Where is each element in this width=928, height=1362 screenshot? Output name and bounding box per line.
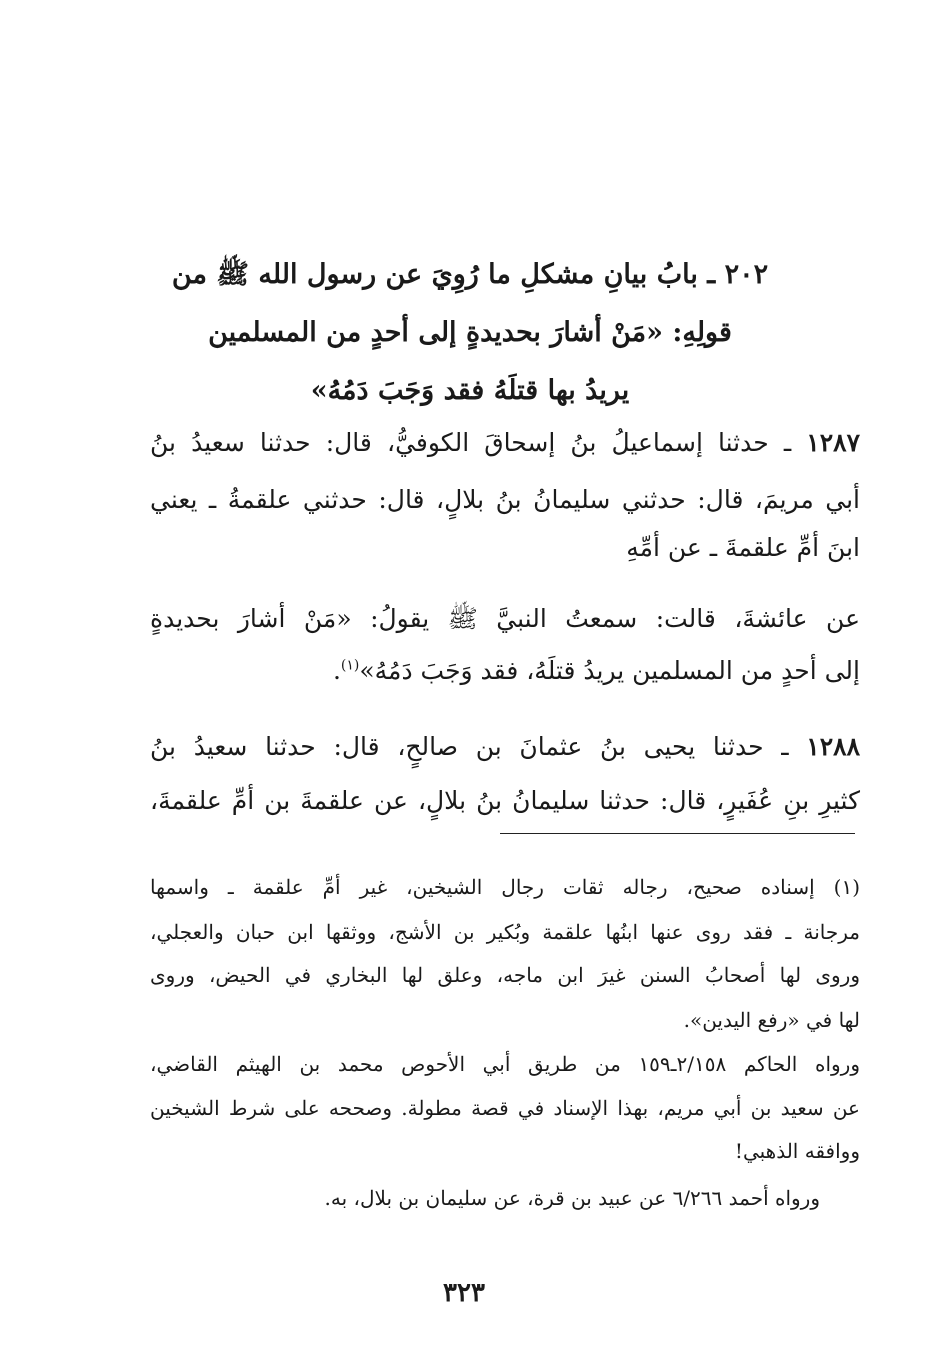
footnote-2-line-3: ووافقه الذهبي! — [734, 1139, 860, 1163]
footnote-2-line-1: ورواه الحاكم ٢/١٥٨ـ١٥٩ من طريق أبي الأحوص محمد بن الهيثم القاضي، — [150, 1052, 860, 1076]
footnote-1-line-1: (١) إسناده صحيح، رجاله ثقات رجال الشيخين، غير أمِّ علقمة ـ واسمها — [150, 875, 860, 899]
footnote-3-line-1: ورواه أحمد ٦/٢٦٦ عن عبيد بن قرة، عن سليمان بن بلال، به. — [324, 1186, 820, 1210]
aisha-line-2-end: . — [332, 656, 341, 685]
hadith-1288-line-2: كثيرِ بنِ عُفَيرٍ، قال: حدثنا سليمانُ بنُ بلالٍ، عن علقمةَ بن أمِّ علقمةَ، — [150, 786, 860, 815]
hadith-1288-line-1-text: ـ حدثنا يحيى بنُ عثمانَ بن صالحٍ، قال: حدثنا سعيدُ بنُ — [150, 732, 807, 761]
hadith-1287-line-1-text: ـ حدثنا إسماعيلُ بنُ إسحاقَ الكوفيُّ، قال: حدثنا سعيدُ بنُ — [150, 428, 807, 457]
footnote-separator — [500, 833, 855, 834]
aisha-line-2-text: إلى أحدٍ من المسلمين يريدُ قتلَهُ، فقد وَجَبَ دَمُهُ» — [359, 656, 860, 685]
footnote-ref: (١) — [340, 657, 360, 674]
chapter-title-line-3: يريدُ بها قتلَهُ فقد وَجَبَ دَمُهُ» — [310, 375, 630, 406]
hadith-1287-line-1 — [150, 428, 860, 457]
chapter-title — [150, 246, 790, 420]
hadith-1288-line-1 — [150, 732, 860, 761]
hadith-number-1287: ١٢٨٧ — [806, 428, 860, 457]
chapter-title-line-2: قولِهِ: «مَنْ أشارَ بحديدةٍ إلى أحدٍ من المسلمين — [208, 317, 732, 348]
page-number: ٣٢٣ — [443, 1278, 485, 1308]
aisha-line-1: عن عائشةَ، قالت: سمعتُ النبيَّ ﷺ يقولُ: «مَنْ أشارَ بحديدةٍ — [150, 604, 860, 633]
hadith-number-1288: ١٢٨٨ — [806, 732, 860, 761]
footnote-1-line-3: وروى لها أصحابُ السنن غيرَ ابن ماجه، وعلق لها البخاري في الحيض، وروى — [150, 963, 860, 987]
hadith-1287-line-3: ابنَ أمِّ علقمةَ ـ عن أمِّهِ — [626, 533, 860, 562]
aisha-line-2 — [150, 656, 860, 685]
footnote-1-line-2: مرجانة ـ فقد روى عنها ابنُها علقمة وبُكير بن الأشج، ووثقها ابن حبان والعجلي، — [150, 920, 860, 944]
chapter-title-line-1: ٢٠٢ ـ بابُ بيانِ مشكلِ ما رُوِيَ عن رسول الله ﷺ من — [171, 259, 769, 290]
footnote-2-line-2: عن سعيد بن أبي مريم، بهذا الإسناد في قصة مطولة. وصححه على شرط الشيخين — [150, 1096, 860, 1120]
hadith-1287-line-2: أبي مريمَ، قال: حدثني سليمانُ بنُ بلالٍ، قال: حدثني علقمةُ ـ يعني — [150, 485, 860, 514]
footnote-1-line-4: لها في «رفع اليدين». — [683, 1008, 860, 1032]
